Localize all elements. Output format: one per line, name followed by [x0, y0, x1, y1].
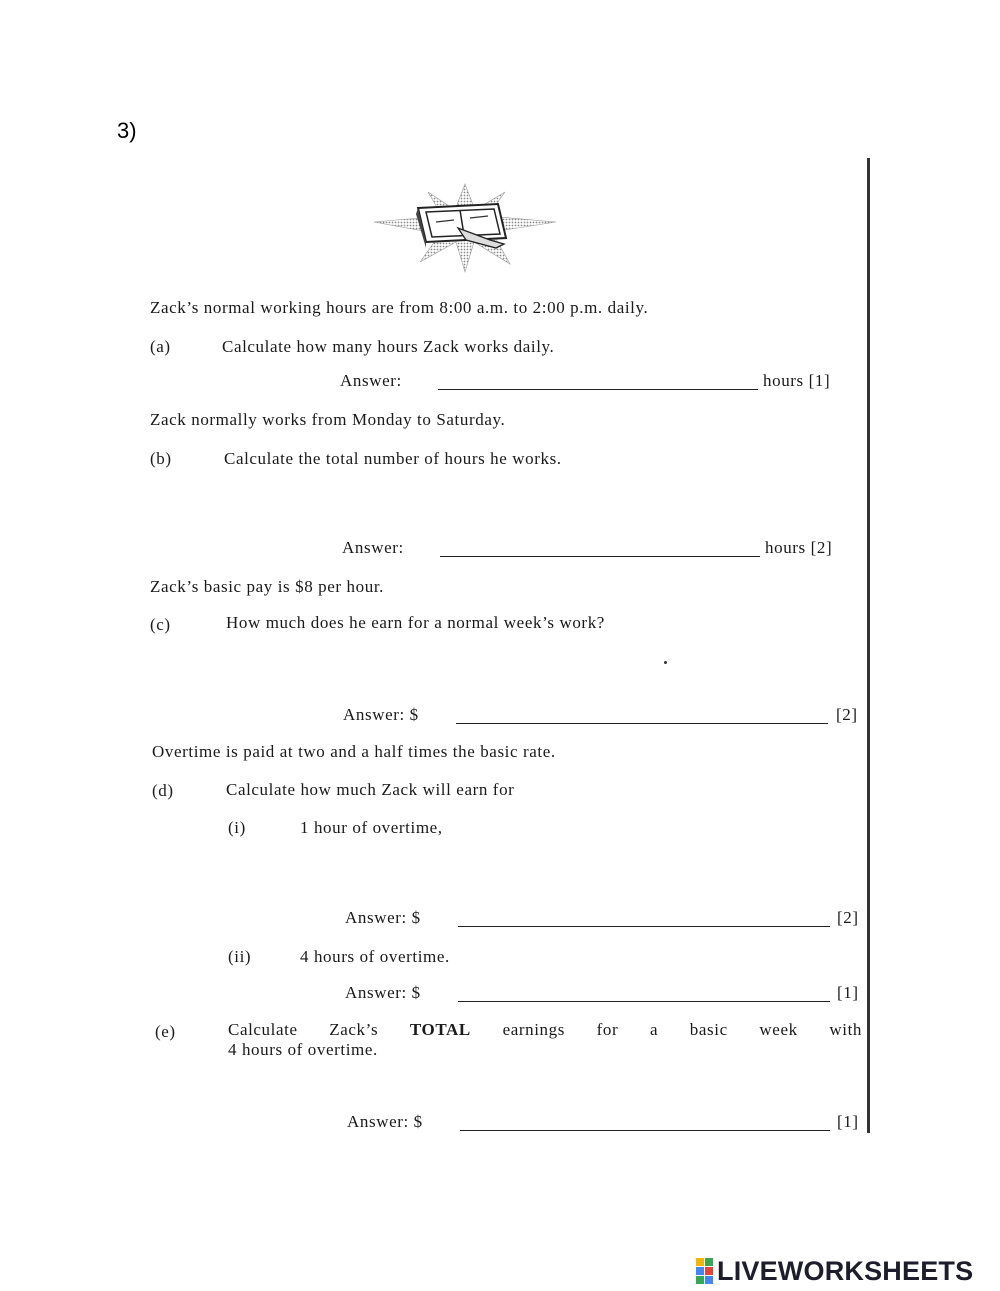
part-b-answer-row — [342, 538, 862, 562]
answer-blank[interactable] — [460, 1130, 830, 1131]
answer-blank[interactable] — [458, 1001, 830, 1002]
right-margin-rule — [867, 158, 870, 1133]
answer-unit-marks — [765, 538, 832, 558]
answer-unit: hours — [763, 371, 804, 390]
part-d-text: Calculate how much Zack will earn for — [226, 780, 515, 799]
answer-blank[interactable] — [456, 723, 828, 724]
part-c-label: (c) — [150, 615, 171, 634]
part-e-label: (e) — [155, 1022, 176, 1041]
marks: [1] — [808, 371, 831, 390]
part-e-text-line1 — [228, 1020, 862, 1040]
answer-label: Answer: $ — [345, 908, 421, 927]
marks: [1] — [837, 1112, 859, 1131]
part-d-intro: Overtime is paid at two and a half times the basic rate. — [152, 742, 556, 761]
question-number: 3) — [117, 118, 137, 143]
answer-label: Answer: — [340, 371, 402, 390]
part-a-answer-row — [340, 371, 860, 395]
part-b-label: (b) — [150, 449, 172, 468]
part-a-label: (a) — [150, 337, 171, 356]
part-d-i-text: 1 hour of overtime, — [300, 818, 443, 837]
part-c-answer-row — [343, 705, 863, 729]
answer-blank[interactable] — [438, 389, 758, 390]
part-b-text: Calculate the total number of hours he works. — [224, 449, 562, 468]
part-a-text: Calculate how many hours Zack works daily. — [222, 337, 555, 356]
part-d-i-answer-row — [345, 908, 865, 932]
answer-unit: hours — [765, 538, 806, 557]
part-e-answer-row — [347, 1112, 867, 1136]
part-c-text: How much does he earn for a normal week’s work? — [226, 613, 605, 632]
logo-text: LIVEWORKSHEETS — [717, 1255, 974, 1286]
answer-label: Answer: $ — [345, 983, 421, 1002]
answer-label: Answer: $ — [343, 705, 419, 724]
liveworksheets-logo — [696, 1256, 973, 1286]
part-e-text-line2: 4 hours of overtime. — [228, 1040, 378, 1059]
part-b-intro: Zack normally works from Monday to Saturday. — [150, 410, 506, 429]
part-d-label: (d) — [152, 781, 174, 800]
logo-blocks-icon — [696, 1258, 713, 1284]
answer-label: Answer: — [342, 538, 404, 557]
marks: [2] — [810, 538, 833, 557]
part-e-text-after: earnings for a basic week with — [502, 1020, 863, 1039]
part-c-intro: Zack’s basic pay is $8 per hour. — [150, 577, 385, 596]
part-d-ii-text: 4 hours of overtime. — [300, 947, 450, 966]
answer-label: Answer: $ — [347, 1112, 423, 1131]
answer-blank[interactable] — [458, 926, 830, 927]
part-d-ii-answer-row — [345, 983, 865, 1007]
intro-text: Zack’s normal working hours are from 8:00 a.m. to 2:00 p.m. daily. — [150, 298, 649, 317]
cash-register-illustration — [370, 182, 560, 274]
answer-unit-marks — [763, 371, 830, 391]
marks: [1] — [837, 983, 859, 1002]
scan-speck — [664, 661, 667, 664]
answer-blank[interactable] — [440, 556, 760, 557]
part-e-text-before: Calculate Zack’s — [228, 1020, 379, 1039]
part-d-i-label: (i) — [228, 818, 246, 837]
marks: [2] — [836, 705, 858, 724]
part-d-ii-label: (ii) — [228, 947, 252, 966]
part-e-text-bold: TOTAL — [409, 1020, 471, 1039]
marks: [2] — [837, 908, 859, 927]
